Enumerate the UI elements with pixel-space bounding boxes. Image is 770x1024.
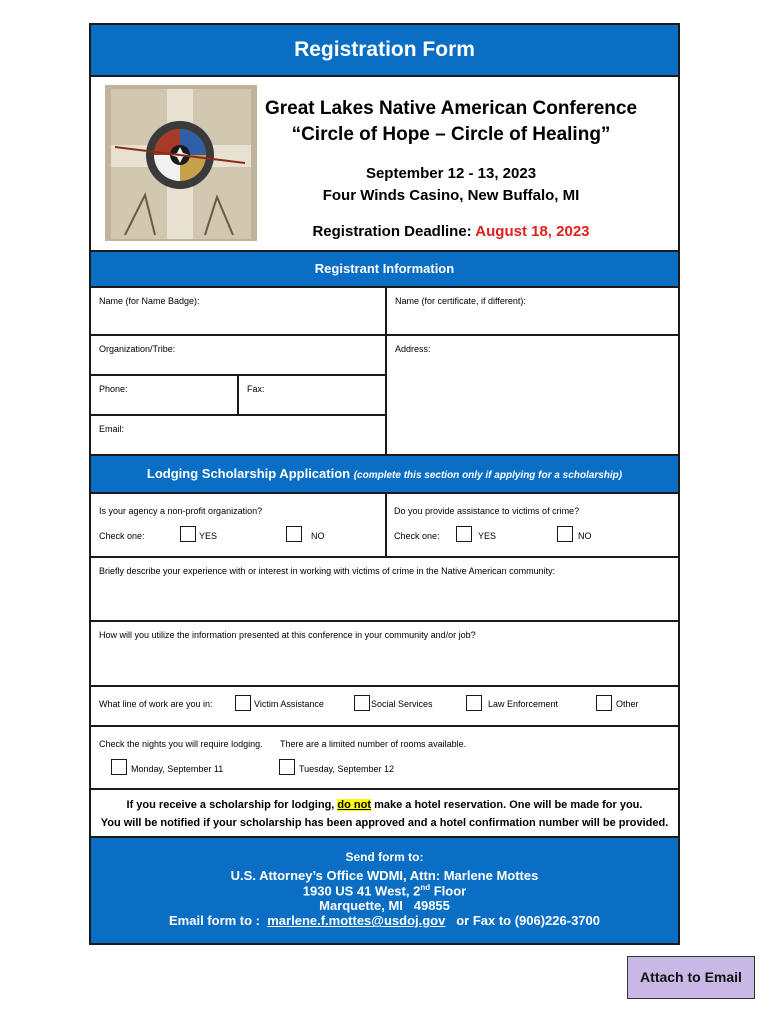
nights-question: Check the nights you will require lodging.: [99, 739, 263, 749]
scholarship-section-note: (complete this section only if applying for a scholarship): [353, 470, 623, 481]
email-label: Email form to :: [169, 913, 261, 929]
office-city: Marquette, MI 49855: [319, 898, 450, 914]
conference-dates: September 12 - 13, 2023: [365, 165, 537, 182]
notice-do-not: do not: [337, 799, 372, 811]
organization-field[interactable]: Organization/Tribe:: [91, 336, 385, 376]
conference-header: [91, 75, 678, 253]
victims-yes-checkbox[interactable]: [456, 526, 472, 542]
street-post: Floor: [433, 883, 467, 899]
email-line: [91, 913, 678, 928]
victims-check-label: Check one:: [394, 531, 440, 541]
name-certificate-field[interactable]: Name (for certificate, if different):: [387, 288, 678, 336]
conference-name: Great Lakes Native American Conference: [264, 98, 638, 119]
utilize-field[interactable]: How will you utilize the information presented at this conference in your community and/or job?: [91, 622, 678, 687]
name-badge-field[interactable]: Name (for Name Badge):: [91, 288, 387, 336]
nonprofit-yes-checkbox[interactable]: [180, 526, 196, 542]
street-pre: 1930 US 41 West, 2: [302, 883, 421, 899]
notice-line1-pre: If you receive a scholarship for lodging,: [126, 799, 335, 811]
scholarship-section-title: Lodging Scholarship Application: [146, 466, 351, 481]
form-title: Registration Form: [91, 25, 678, 75]
law-enforcement-label: Law Enforcement: [488, 699, 559, 709]
victim-assistance-label: Victim Assistance: [254, 699, 324, 709]
nights-note: There are a limited number of rooms available.: [280, 739, 467, 749]
line-of-work-label: What line of work are you in:: [99, 699, 213, 709]
conference-artwork: [105, 85, 257, 249]
registration-deadline: [241, 223, 661, 240]
experience-field[interactable]: Briefly describe your experience with or interest in working with victims of crime in the Native American community:: [91, 558, 678, 622]
victims-no-checkbox[interactable]: [557, 526, 573, 542]
notice-line1-post: make a hotel reservation. One will be made for you.: [374, 799, 643, 811]
victim-assistance-checkbox[interactable]: [235, 695, 251, 711]
monday-label: Monday, September 11: [131, 764, 224, 774]
nonprofit-question: Is your agency a non-profit organization?: [99, 506, 263, 516]
other-label: Other: [616, 699, 639, 709]
social-services-checkbox[interactable]: [354, 695, 370, 711]
law-enforcement-checkbox[interactable]: [466, 695, 482, 711]
tuesday-label: Tuesday, September 12: [299, 764, 395, 774]
conference-theme: “Circle of Hope – Circle of Healing”: [291, 124, 611, 145]
office-street: [91, 883, 678, 898]
scholarship-section-header: [91, 454, 678, 494]
phone-field[interactable]: Phone:: [91, 376, 239, 416]
address-field[interactable]: Address:: [387, 336, 678, 456]
email-link[interactable]: marlene.f.mottes@usdoj.gov: [267, 913, 446, 929]
conference-location: Four Winds Casino, New Buffalo, MI: [322, 187, 580, 204]
send-to-label: Send form to:: [345, 850, 424, 864]
attach-to-email-button[interactable]: Attach to Email: [627, 956, 755, 999]
deadline-label: Registration Deadline:: [312, 223, 472, 240]
victims-question: Do you provide assistance to victims of crime?: [394, 506, 580, 516]
office-name: U.S. Attorney’s Office WDMI, Attn: Marlene Mottes: [230, 868, 539, 883]
nonprofit-no-checkbox[interactable]: [286, 526, 302, 542]
victims-yes-label: YES: [478, 531, 497, 541]
notice-line-1: [91, 796, 678, 814]
email-field[interactable]: Email:: [91, 416, 385, 456]
fax-info: or Fax to (906)226-3700: [456, 913, 600, 929]
fax-field[interactable]: Fax:: [239, 376, 385, 416]
notice-line-2: You will be notified if your scholarship has been approved and a hotel confirmation number will be provided.: [100, 817, 669, 829]
nonprofit-yes-label: YES: [199, 531, 218, 541]
deadline-value: August 18, 2023: [475, 223, 590, 240]
monday-checkbox[interactable]: [111, 759, 127, 775]
scholarship-notice: [91, 790, 678, 836]
registration-form: [89, 23, 680, 945]
send-form-footer: [91, 836, 678, 943]
registrant-section-header: Registrant Information: [91, 250, 678, 288]
nonprofit-check-label: Check one:: [99, 531, 145, 541]
victims-no-label: NO: [578, 531, 592, 541]
tuesday-checkbox[interactable]: [279, 759, 295, 775]
street-sup: nd: [420, 883, 431, 892]
nonprofit-no-label: NO: [311, 531, 325, 541]
social-services-label: Social Services: [371, 699, 433, 709]
other-checkbox[interactable]: [596, 695, 612, 711]
